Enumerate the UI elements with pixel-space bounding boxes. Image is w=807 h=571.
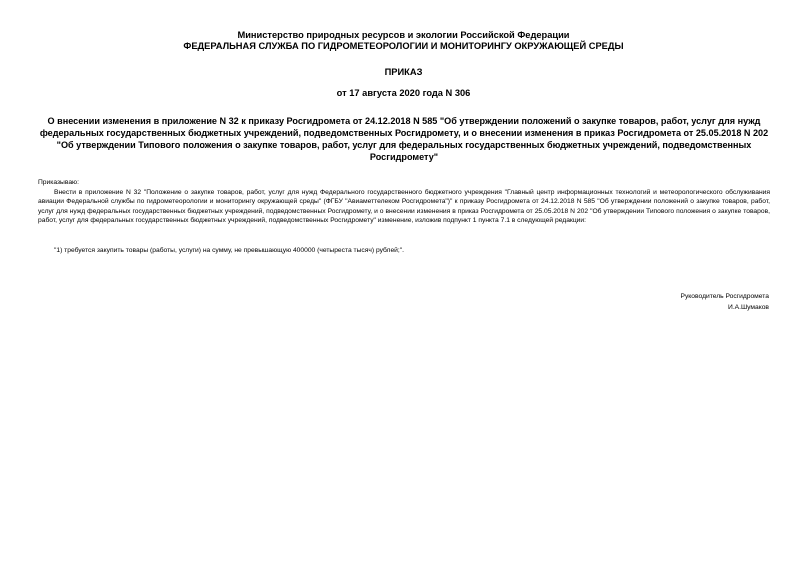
body-paragraph-1: Внести в приложение N 32 "Положение о закупке товаров, работ, услуг для нужд Федерального государственного бюджетного учреждения "Главный центр информационных технологий и метеорологического обслуживания авиации Федеральной службы по гидрометеорологии и мониторингу окружающей среды" (ФГБУ "Авиаметтелеком Росгидромета")" к приказу Росгидромета от 24.12.2018 N 585 "Об утверждении положений о закупке товаров, работ, услуг для нужд федеральных государственных бюджетных учреждений, подведомственных Росгидромету, и о внесении изменения в приказ Росгидромета от 25.05.2018 N 202 "Об утверждении Типового положения о закупке товаров, работ, услуг для федеральных государственных бюджетных учреждений, подведомственных Росгидромету" изменение, изложив подпункт 1 пункта 7.1 в следующей редакции:	[38, 189, 770, 224]
body-paragraph-2: "1) требуется закупить товары (работы, услуги) на сумму, не превышающую 400000 (четыреста тысяч) рублей;".	[54, 247, 404, 254]
ministry-name: Министерство природных ресурсов и экологии Российской Федерации	[237, 30, 570, 40]
order-date-number: от 17 августа 2020 года N 306	[336, 88, 471, 98]
order-title: ПРИКАЗ	[384, 67, 423, 77]
document-header	[0, 30, 807, 52]
signature-role: Руководитель Росгидромета	[680, 293, 769, 300]
orders-label: Приказываю:	[38, 179, 79, 186]
service-name: ФЕДЕРАЛЬНАЯ СЛУЖБА ПО ГИДРОМЕТЕОРОЛОГИИ И МОНИТОРИНГУ ОКРУЖАЮЩЕЙ СРЕДЫ	[183, 41, 624, 51]
order-subject: О внесении изменения в приложение N 32 к приказу Росгидромета от 24.12.2018 N 585 "Об утверждении положений о закупке товаров, работ, услуг для нужд федеральных государственных бюджетных учреждений, подведомственных Росгидромету, и о внесении изменения в приказ Росгидромета от 25.05.2018 N 202 "Об утверждении Типового положения о закупке товаров, работ, услуг для федеральных государственных бюджетных учреждений, подведомственных Росгидромету"	[39, 116, 769, 162]
signature-name: И.А.Шумаков	[728, 304, 769, 311]
